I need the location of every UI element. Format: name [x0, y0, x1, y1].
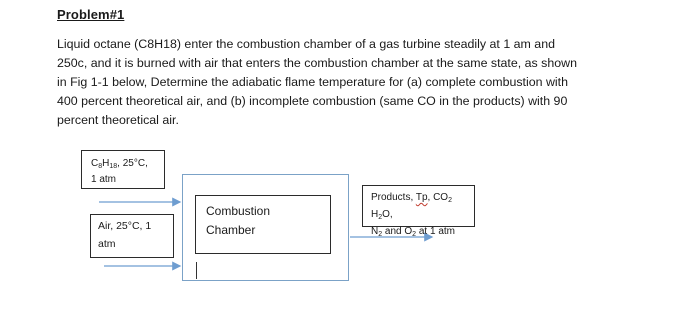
- problem-line: Liquid octane (C8H18) enter the combustion chamber of a gas turbine steadily at 1 am and: [57, 37, 555, 51]
- products-box: [362, 185, 475, 238]
- problem-line: 250c, and it is burned with air that enters the combustion chamber at the same state, as shown: [57, 56, 578, 70]
- fuel-inlet-box: [81, 150, 165, 189]
- chamber-label-line1: Combustion: [206, 204, 271, 218]
- problem-heading: Problem#1: [57, 7, 125, 22]
- products-label-line2: $N_2$ and $O_2$ at 1 atm: [371, 226, 455, 238]
- problem-line: percent theoretical air.: [57, 113, 179, 127]
- chamber-label-line2: Chamber: [206, 223, 256, 237]
- spellcheck-underline: Tp: [415, 192, 428, 203]
- air-inlet-box: [90, 214, 174, 258]
- air-state-label: Air, 25°C, 1: [98, 220, 152, 232]
- problem-line: 400 percent theoretical air, and (b) incomplete combustion (same CO in the products) with 90: [57, 94, 568, 108]
- products-label-line1: Products, Tp, $CO_2$ $H_2O$,: [371, 192, 452, 221]
- air-pressure-label: atm: [98, 238, 116, 250]
- fuel-state-label: $C_8H_{18}$, 25°C,: [91, 158, 148, 170]
- fuel-pressure-label: 1 atm: [91, 174, 117, 185]
- problem-statement: [57, 35, 652, 130]
- text-cursor[interactable]: [196, 262, 197, 279]
- problem-line: in Fig 1-1 below, Determine the adiabatic flame temperature for (a) complete combustion with: [57, 75, 569, 89]
- combustion-chamber-box: [195, 195, 331, 254]
